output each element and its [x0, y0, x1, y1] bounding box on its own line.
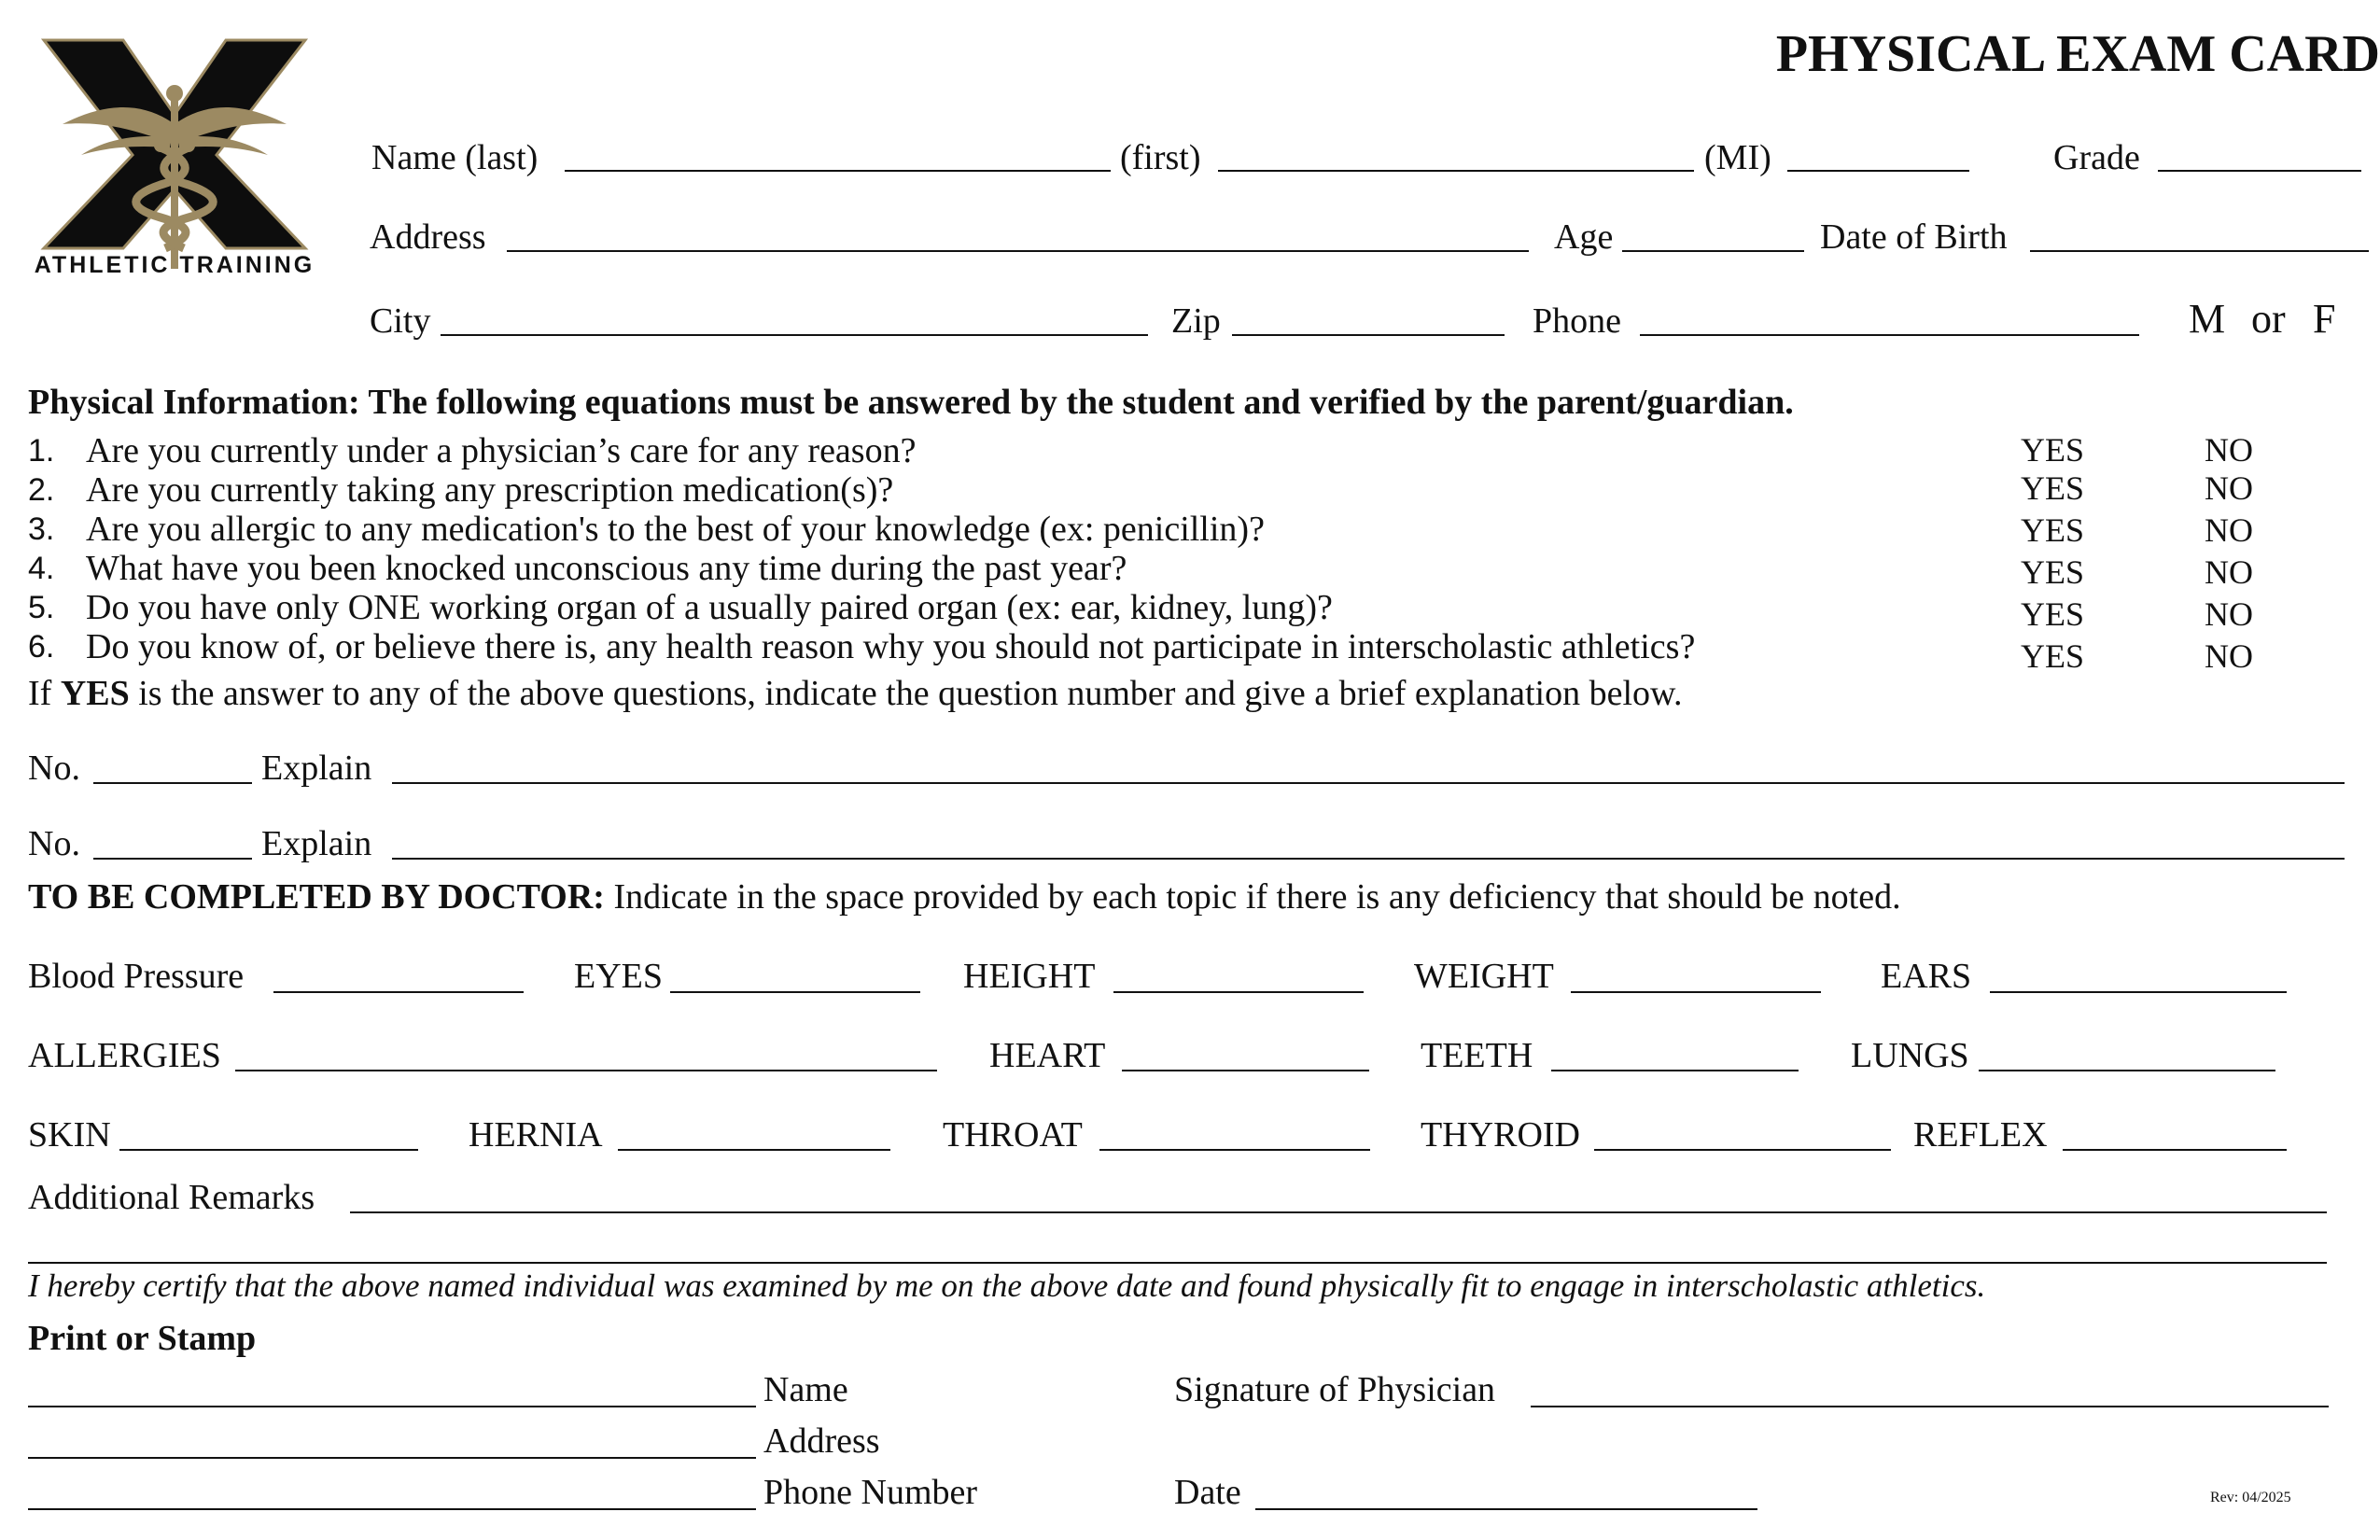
ears-field[interactable]	[1990, 991, 2287, 993]
height-label: HEIGHT	[963, 957, 1096, 996]
dob-field[interactable]	[2030, 250, 2369, 252]
stamp-name-label: Name	[763, 1370, 848, 1409]
signature-label: Signature of Physician	[1174, 1370, 1496, 1409]
additional-remarks-field-2[interactable]	[28, 1262, 2327, 1264]
explain-no-label: No.	[28, 749, 80, 788]
blood-pressure-label: Blood Pressure	[28, 957, 245, 996]
reflex-label: REFLEX	[1913, 1115, 2048, 1155]
sex-f-option[interactable]: F	[2313, 296, 2336, 342]
question-number: 1.	[28, 433, 55, 469]
question-number: 6.	[28, 629, 55, 665]
city-label: City	[370, 301, 431, 341]
signature-field[interactable]	[1531, 1406, 2329, 1407]
reflex-field[interactable]	[2063, 1149, 2287, 1151]
heart-field[interactable]	[1122, 1070, 1369, 1071]
question-text: Are you allergic to any medication's to the best of your knowledge (ex: penicillin)?	[86, 510, 1265, 549]
sex-or-label: or	[2251, 296, 2286, 342]
name-last-label: Name (last)	[371, 138, 539, 177]
blood-pressure-field[interactable]	[273, 991, 524, 993]
doctor-heading-rest: Indicate in the space provided by each topic if there is any deficiency that should be noted.	[613, 877, 1901, 917]
age-label: Age	[1554, 217, 1614, 257]
no-option[interactable]: NO	[2205, 469, 2253, 507]
yes-option[interactable]: YES	[2021, 431, 2085, 469]
yes-option[interactable]: YES	[2021, 595, 2085, 633]
if-yes-instruction	[28, 674, 1683, 713]
eyes-label: EYES	[574, 957, 663, 996]
print-or-stamp-heading: Print or Stamp	[28, 1319, 257, 1358]
heart-label: HEART	[989, 1036, 1106, 1075]
weight-label: WEIGHT	[1414, 957, 1554, 996]
thyroid-label: THYROID	[1421, 1115, 1580, 1155]
explain-label: Explain	[261, 824, 372, 863]
no-option[interactable]: NO	[2205, 553, 2253, 591]
hernia-label: HERNIA	[469, 1115, 603, 1155]
question-text: What have you been knocked unconscious any time during the past year?	[86, 549, 1127, 588]
zip-field[interactable]	[1232, 334, 1505, 336]
stamp-phone-label: Phone Number	[763, 1473, 978, 1512]
height-field[interactable]	[1113, 991, 1364, 993]
eyes-field[interactable]	[670, 991, 920, 993]
skin-label: SKIN	[28, 1115, 111, 1155]
yes-option[interactable]: YES	[2021, 637, 2085, 675]
stamp-address-label: Address	[763, 1421, 880, 1461]
lungs-label: LUNGS	[1851, 1036, 1969, 1075]
zip-label: Zip	[1171, 301, 1221, 341]
allergies-field[interactable]	[235, 1070, 937, 1071]
explain-text-field[interactable]	[392, 782, 2345, 784]
mi-field[interactable]	[1787, 170, 1969, 172]
if-yes-emphasis: YES	[60, 674, 130, 713]
sex-m-option[interactable]: M	[2189, 296, 2226, 342]
if-prefix: If	[28, 674, 52, 713]
explain-number-field[interactable]	[93, 858, 252, 860]
revision-date: Rev: 04/2025	[2210, 1490, 2291, 1505]
mi-label: (MI)	[1704, 138, 1771, 177]
first-name-field[interactable]	[1218, 170, 1694, 172]
explain-label: Explain	[261, 749, 372, 788]
allergies-label: ALLERGIES	[28, 1036, 221, 1075]
teeth-field[interactable]	[1551, 1070, 1799, 1071]
question-text: Do you have only ONE working organ of a usually paired organ (ex: ear, kidney, lung)?	[86, 588, 1333, 627]
question-text: Are you currently taking any prescription medication(s)?	[86, 470, 894, 510]
athletic-training-logo	[11, 35, 338, 278]
question-number: 4.	[28, 551, 55, 586]
if-rest: is the answer to any of the above questions, indicate the question number and give a brief explanation below.	[138, 674, 1683, 713]
no-option[interactable]: NO	[2205, 637, 2253, 675]
certification-statement: I hereby certify that the above named individual was examined by me on the above date and found physically fit to engage in interscholastic athletics.	[28, 1267, 1986, 1304]
yes-option[interactable]: YES	[2021, 553, 2085, 591]
question-text: Do you know of, or believe there is, any health reason why you should not participate in interscholastic athletics?	[86, 627, 1696, 666]
thyroid-field[interactable]	[1594, 1149, 1891, 1151]
explain-text-field[interactable]	[392, 858, 2345, 860]
stamp-name-field[interactable]	[28, 1406, 756, 1407]
grade-field[interactable]	[2158, 170, 2361, 172]
question-number: 3.	[28, 511, 55, 547]
stamp-address-field[interactable]	[28, 1457, 756, 1459]
stamp-phone-field[interactable]	[28, 1508, 756, 1510]
ears-label: EARS	[1881, 957, 1972, 996]
age-field[interactable]	[1622, 250, 1804, 252]
yes-option[interactable]: YES	[2021, 469, 2085, 507]
additional-remarks-label: Additional Remarks	[28, 1178, 315, 1217]
lungs-field[interactable]	[1979, 1070, 2275, 1071]
yes-option[interactable]: YES	[2021, 511, 2085, 549]
additional-remarks-field[interactable]	[350, 1211, 2327, 1213]
first-name-label: (first)	[1120, 138, 1201, 177]
grade-label: Grade	[2053, 138, 2140, 177]
explain-no-label: No.	[28, 824, 80, 863]
question-text: Are you currently under a physician’s care for any reason?	[86, 431, 917, 470]
explain-number-field[interactable]	[93, 782, 252, 784]
dob-label: Date of Birth	[1820, 217, 2008, 257]
skin-field[interactable]	[119, 1149, 418, 1151]
no-option[interactable]: NO	[2205, 595, 2253, 633]
question-number: 2.	[28, 472, 55, 508]
no-option[interactable]: NO	[2205, 511, 2253, 549]
doctor-heading-bold: TO BE COMPLETED BY DOCTOR:	[28, 877, 605, 917]
x-caduceus-icon	[11, 35, 338, 278]
physical-info-heading: Physical Information: The following equations must be answered by the student and verified by the parent/guardian.	[28, 383, 1794, 422]
logo-text: ATHLETIC TRAINING	[34, 252, 315, 278]
teeth-label: TEETH	[1421, 1036, 1533, 1075]
date-field[interactable]	[1255, 1508, 1757, 1510]
no-option[interactable]: NO	[2205, 431, 2253, 469]
doctor-heading	[28, 877, 1901, 917]
address-label: Address	[370, 217, 486, 257]
phone-field[interactable]	[1640, 334, 2139, 336]
throat-field[interactable]	[1099, 1149, 1370, 1151]
address-field[interactable]	[507, 250, 1529, 252]
page-title: PHYSICAL EXAM CARD	[1775, 25, 2380, 83]
weight-field[interactable]	[1571, 991, 1821, 993]
question-number: 5.	[28, 590, 55, 625]
name-last-field[interactable]	[565, 170, 1111, 172]
hernia-field[interactable]	[618, 1149, 890, 1151]
phone-label: Phone	[1533, 301, 1621, 341]
throat-label: THROAT	[943, 1115, 1083, 1155]
date-label: Date	[1174, 1473, 1241, 1512]
city-field[interactable]	[441, 334, 1148, 336]
